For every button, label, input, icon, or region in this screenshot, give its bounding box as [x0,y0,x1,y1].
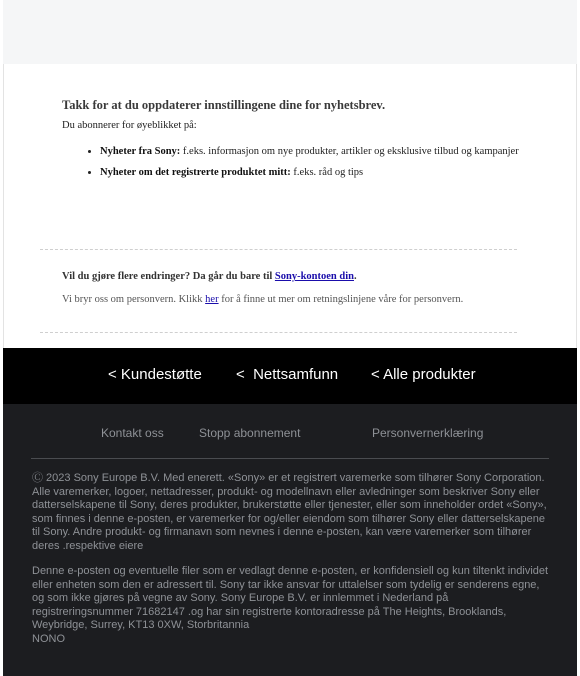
message-card [3,64,577,348]
divider [40,332,517,333]
subscription-item [100,167,530,180]
nav-products-link[interactable]: < Alle produkter [371,366,476,383]
header-band [3,0,577,64]
privacy-suffix: for å finne ut mer om retningslinjene våre for personvern. [218,294,464,305]
confidentiality-text: Denne e-posten og eventuelle filer som er vedlagt denne e-posten, er konfidensiell og kun tiltenkt individet eller enheten som den er adressert til. Sony tar ikke ansvar for uttalelser som tydelig er senderens egne, og som ikke gjøres på vegne av Sony. Sony Europe B.V. er innlemmet i Nederland på registreringsnummer 71682147 .og har sin registrerte kontoradresse på The Heights, Brooklands, Weybridge, Surrey, KT13 0XW, Storbritannia [32,565,549,631]
subscription-desc: f.eks. informasjon om nye produkter, artikler og eksklusive tilbud og kampanjer [180,146,519,157]
divider [40,249,517,250]
email-frame [3,0,577,676]
thanks-heading: Takk for at du oppdaterer innstillingene dine for nyhetsbrev. [62,98,386,112]
subscription-title: Nyheter fra Sony: [100,146,181,157]
footer [3,404,577,676]
privacy-note [62,294,463,305]
subscription-desc: f.eks. råd og tips [290,166,364,178]
nav-community-link[interactable]: < Nettsamfunn [236,366,339,383]
nav-bar [3,348,577,404]
nav-support-link[interactable]: < Kundestøtte [108,366,202,383]
change-prompt [62,271,357,282]
unsubscribe-link[interactable]: Stopp abonnement [199,426,301,440]
change-prefix: Vil du gjøre flere endringer? Da går du bare til [62,271,275,282]
subscribed-intro: Du abonnerer for øyeblikket på: [62,120,197,131]
subscription-list [62,146,530,187]
subscription-item [100,146,530,159]
subscription-title: Nyheter om det registrerte produktet mitt: [100,166,291,178]
locale-code: NONO [32,633,65,645]
footer-divider [31,458,549,459]
copyright-text: Ⓒ 2023 Sony Europe B.V. Med enerett. «Sony» er et registrert varemerke som tilhører Sony Corporation. Alle varemerker, logoer, nettadresser, produkt- og modellnavn eller avledninger som beskriver Sony eller datterselskapene til Sony, deres produkter, brukerstøtte eller tjenester, eller som inneholder ordet «Sony», som finnes i denne e-posten, er varemerker for og/eller eiendom som tilhører Sony eller datterselskapene til Sony. Andre produkt- og firmanavn som nevnes i denne e-posten, kan være varemerker som tilhører deres .respektive eiere [32,472,547,552]
privacy-policy-link[interactable]: Personvernerklæring [372,426,484,440]
privacy-here-link[interactable]: her [205,294,219,305]
privacy-prefix: Vi bryr oss om personvern. Klikk [62,294,206,305]
sony-account-link[interactable]: Sony-kontoen din [274,271,354,282]
contact-link[interactable]: Kontakt oss [101,426,164,440]
change-suffix: . [353,271,357,282]
